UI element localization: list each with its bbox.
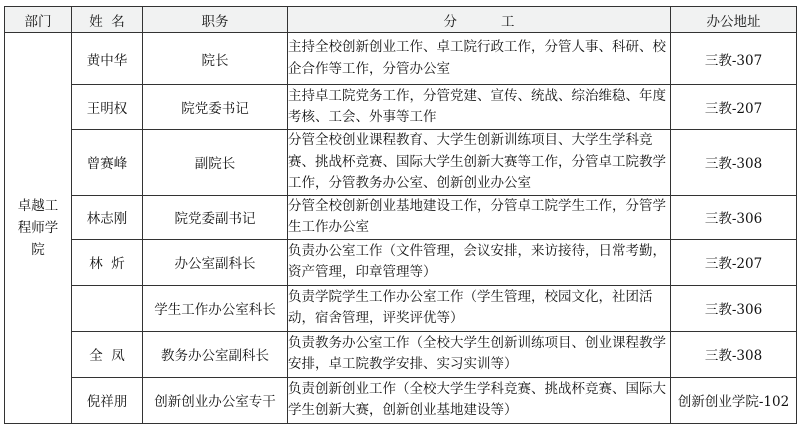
staff-office: 三教-207 [671, 85, 797, 130]
table-row [5, 85, 797, 130]
staff-office: 三教-308 [671, 331, 797, 377]
staff-office: 三教-308 [671, 130, 797, 196]
staff-position: 院党委副书记 [143, 195, 288, 239]
table-row [5, 331, 797, 377]
table-row [5, 130, 797, 196]
department-cell [5, 33, 72, 424]
staff-duty: 分管全校创业课程教育、大学生创新训练项目、大学生学科竞赛、挑战杯竞赛、国际大学生创新大赛等工作，分管卓工院教学工作，分管教务办公室、创新创业办公室 [288, 130, 671, 196]
staff-position: 院长 [143, 33, 288, 85]
staff-office: 三教-207 [671, 239, 797, 285]
staff-office: 三教-306 [671, 195, 797, 239]
header-position: 职务 [143, 7, 288, 33]
header-duty-char-2: 工 [501, 13, 515, 30]
staff-duty-table [4, 6, 797, 424]
department-name: 卓越工程师学院 [17, 197, 59, 258]
staff-name: 黄中华 [72, 33, 143, 85]
staff-position: 学生工作办公室科长 [143, 285, 288, 331]
staff-position: 教务办公室副科长 [143, 331, 288, 377]
staff-name: 林 炘 [72, 239, 143, 285]
staff-name [72, 285, 143, 331]
table-row [5, 239, 797, 285]
staff-office: 三教-306 [671, 285, 797, 331]
staff-position: 副院长 [143, 130, 288, 196]
staff-name: 林志刚 [72, 195, 143, 239]
table-row [5, 377, 797, 423]
staff-position: 院党委书记 [143, 85, 288, 130]
header-duty [288, 7, 671, 33]
staff-duty: 负责办公室工作（文件管理，会议安排，来访接待，日常考勤，资产管理，印章管理等） [288, 239, 671, 285]
staff-duty: 主持全校创新创业工作、卓工院行政工作，分管人事、科研、校企合作等工作，分管办公室 [288, 33, 671, 85]
staff-name: 曾赛峰 [72, 130, 143, 196]
header-office: 办公地址 [671, 7, 797, 33]
staff-duty: 负责教务办公室工作（全校大学生创新训练项目、创业课程教学安排，卓工院教学安排、实习实训等） [288, 331, 671, 377]
staff-position: 创新创业办公室专干 [143, 377, 288, 423]
staff-office: 三教-307 [671, 33, 797, 85]
staff-name: 倪祥朋 [72, 377, 143, 423]
header-department: 部门 [5, 7, 72, 33]
staff-duty: 负责学院学生工作办公室工作（学生管理，校园文化，社团活动，宿舍管理，评奖评优等） [288, 285, 671, 331]
table-header-row [5, 7, 797, 33]
staff-name: 王明权 [72, 85, 143, 130]
staff-duty: 负责创新创业工作（全校大学生学科竞赛、挑战杯竞赛、国际大学生创新大赛，创新创业基地建设等） [288, 377, 671, 423]
staff-name: 全 凤 [72, 331, 143, 377]
staff-position: 办公室副科长 [143, 239, 288, 285]
header-name: 姓 名 [72, 7, 143, 33]
table-row [5, 33, 797, 85]
table-row [5, 195, 797, 239]
header-duty-char-1: 分 [443, 13, 457, 30]
staff-office: 创新创业学院-102 [671, 377, 797, 423]
table-row [5, 285, 797, 331]
staff-duty: 主持卓工院党务工作，分管党建、宣传、统战、综治维稳、年度考核、工会、外事等工作 [288, 85, 671, 130]
staff-duty: 分管全校创新创业基地建设工作，分管卓工院学生工作，分管学生工作办公室 [288, 195, 671, 239]
